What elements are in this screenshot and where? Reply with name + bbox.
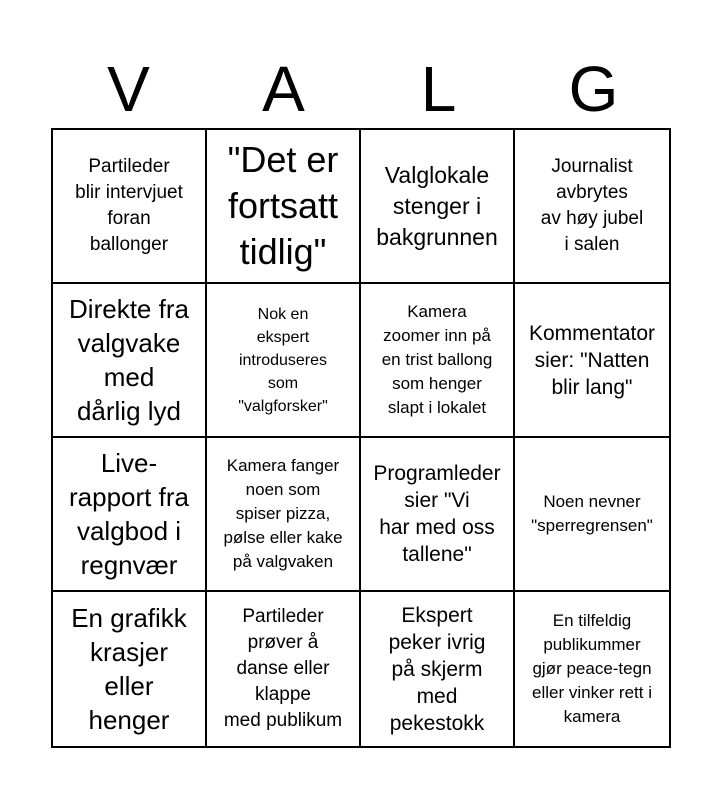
bingo-cell[interactable] [515, 130, 669, 284]
bingo-cell[interactable] [207, 438, 361, 592]
bingo-cell[interactable] [361, 284, 515, 438]
cell-text: Ekspert peker ivrig på skjerm med pekestokk [388, 603, 486, 735]
cell-text: "Det er fortsatt tidlig" [227, 139, 339, 272]
cell-text: Partileder prøver å danse eller klappe med publikum [223, 606, 343, 731]
bingo-cell[interactable] [207, 130, 361, 284]
bingo-cell[interactable] [53, 130, 207, 284]
cell-text: Partileder blir intervjuet foran ballonger [75, 156, 183, 255]
cell-text: Noen nevner "sperregrensen" [531, 492, 653, 535]
cell-text: Journalist avbrytes av høy jubel i salen [540, 156, 644, 255]
bingo-cell[interactable] [361, 592, 515, 746]
cell-text: Direkte fra valgvake med dårlig lyd [69, 294, 189, 426]
cell-text: Kamera zoomer inn på en trist ballong som henger slapt i lokalet [381, 302, 493, 417]
bingo-cell[interactable] [515, 438, 669, 592]
cell-text: Kommentator sier: "Natten blir lang" [528, 321, 656, 399]
bingo-cell[interactable] [53, 284, 207, 438]
bingo-cell[interactable] [361, 438, 515, 592]
bingo-cell[interactable] [53, 438, 207, 592]
cell-text: En tilfeldig publikummer gjør peace-tegn eller vinker rett i kamera [532, 611, 652, 726]
cell-text: Valglokale stenger i bakgrunnen [376, 161, 498, 250]
cell-text: Live- rapport fra valgbod i regnvær [69, 448, 189, 580]
bingo-grid [51, 128, 671, 748]
header-letter-g: G [568, 53, 619, 125]
cell-text: Programleder sier "Vi har med oss tallene" [373, 462, 501, 566]
header-letter-l: L [420, 53, 457, 125]
header-letter-v: V [107, 53, 150, 125]
bingo-cell[interactable] [53, 592, 207, 746]
bingo-cell[interactable] [515, 284, 669, 438]
cell-text: En grafikk krasjer eller henger [71, 603, 187, 735]
cell-text: Kamera fanger noen som spiser pizza, pølse eller kake på valgvaken [223, 456, 343, 571]
bingo-header [51, 50, 671, 128]
bingo-cell[interactable] [207, 284, 361, 438]
bingo-cell[interactable] [361, 130, 515, 284]
cell-text: Nok en ekspert introduseres som "valgforsker" [238, 305, 328, 415]
bingo-cell[interactable] [207, 592, 361, 746]
bingo-cell[interactable] [515, 592, 669, 746]
header-letter-a: A [262, 53, 305, 125]
